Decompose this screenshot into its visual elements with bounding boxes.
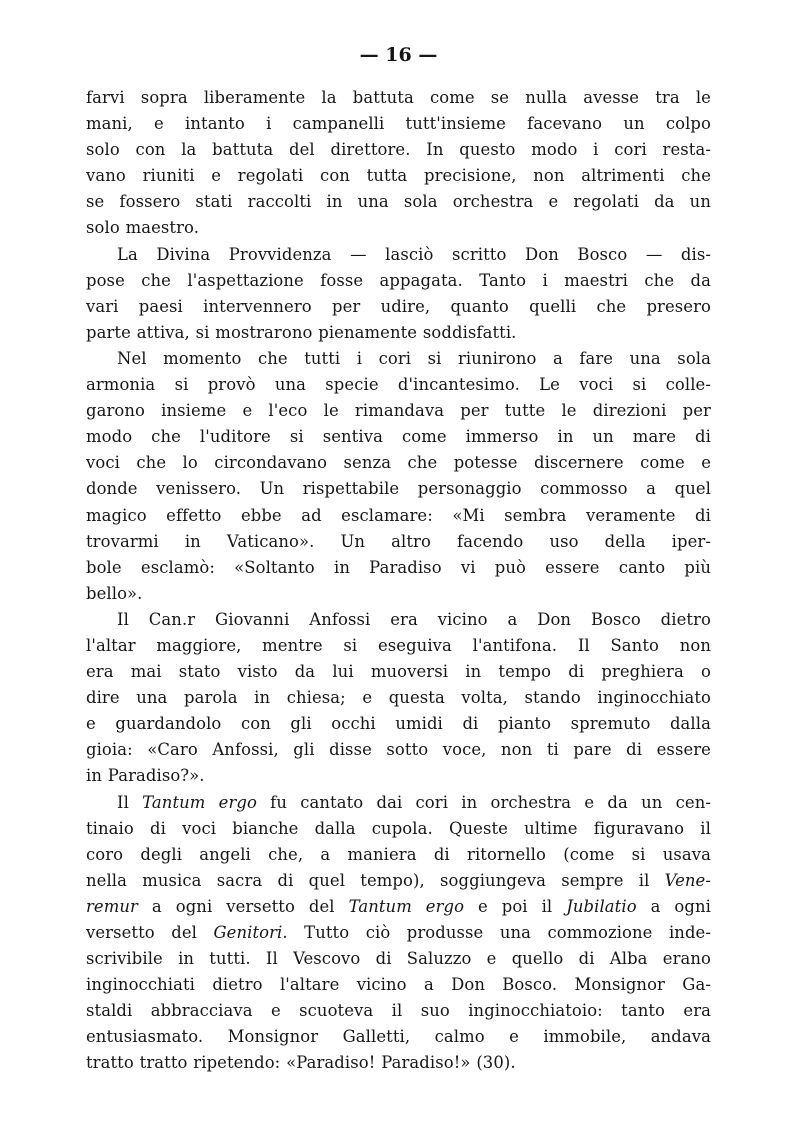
text-line: era mai stato visto da lui muoversi in tempo di preghiera o <box>86 662 711 682</box>
text-line: se fossero stati raccolti in una sola orchestra e regolati da un <box>86 192 711 212</box>
text-line: Il Can.r Giovanni Anfossi era vicino a Don Bosco dietro <box>117 609 711 629</box>
text-run: a ogni <box>636 896 711 916</box>
text-line: parte attiva, si mostrarono pienamente soddisfatti. <box>86 322 517 342</box>
text-line: trovarmi in Vaticano». Un altro facendo uso della iper- <box>86 531 711 551</box>
text-line: entusiasmato. Monsignor Galletti, calmo e immobile, andava <box>86 1027 711 1047</box>
text-line: tratto tratto ripetendo: «Paradiso! Paradiso!» (30). <box>86 1053 516 1073</box>
text-line: donde venissero. Un rispettabile personaggio commosso a quel <box>86 479 711 499</box>
text-line: armonia si provò una specie d'incantesimo. Le voci si colle- <box>86 375 711 395</box>
paragraph <box>86 790 711 1077</box>
text-line: modo che l'uditore si sentiva come immerso in un mare di <box>86 427 711 447</box>
italic-title: Jubilatio <box>566 896 637 916</box>
text-line: coro degli angeli che, a maniera di ritornello (come si usava <box>86 844 711 864</box>
text-line: vano riuniti e regolati con tutta precisione, non altrimenti che <box>86 166 711 186</box>
text-line: staldi abbracciava e scuoteva il suo inginocchiatoio: tanto era <box>86 1001 711 1021</box>
text-run: Il <box>117 792 143 812</box>
text-line: bello». <box>86 583 143 603</box>
paragraph <box>86 607 711 790</box>
text-line: tinaio di voci bianche dalla cupola. Queste ultime figuravano il <box>86 818 711 838</box>
italic-title: Vene- <box>664 870 711 890</box>
italic-title: remur <box>86 896 138 916</box>
paragraph <box>86 346 711 607</box>
paragraph <box>86 242 711 346</box>
text-line: dire una parola in chiesa; e questa volta, stando inginocchiato <box>86 688 711 708</box>
italic-title: Tantum ergo <box>142 792 257 812</box>
text-line: l'altar maggiore, mentre si eseguiva l'antifona. Il Santo non <box>86 635 711 655</box>
text-line: Nel momento che tutti i cori si riunirono a fare una sola <box>117 348 711 368</box>
italic-title: Tantum ergo <box>348 896 465 916</box>
text-line: garono insieme e l'eco le rimandava per tutte le direzioni per <box>86 401 711 421</box>
text-line: scrivibile in tutti. Il Vescovo di Saluzzo e quello di Alba erano <box>86 949 711 969</box>
italic-title: Genitori <box>213 923 283 942</box>
text-line <box>86 868 711 894</box>
text-line: farvi sopra liberamente la battuta come se nulla avesse tra le <box>86 88 711 107</box>
text-line: in Paradiso?». <box>86 766 205 786</box>
text-line: vari paesi intervennero per udire, quanto quelli che presero <box>86 296 711 316</box>
text-line <box>86 790 711 816</box>
text-run: . Tutto ciò produsse una commozione inde- <box>282 923 711 942</box>
text-run: fu cantato dai cori in orchestra e da un cen- <box>256 792 711 812</box>
text-line: voci che lo circondavano senza che potesse discernere come e <box>86 453 711 473</box>
text-run: versetto del <box>86 923 214 942</box>
text-line: mani, e intanto i campanelli tutt'insieme facevano un colpo <box>86 114 711 134</box>
text-line <box>86 920 711 946</box>
text-line <box>86 894 711 920</box>
text-line: e guardandolo con gli occhi umidi di pianto spremuto dalla <box>86 714 711 734</box>
text-line: gioia: «Caro Anfossi, gli disse sotto voce, non ti pare di essere <box>86 740 711 760</box>
page-number: — 16 — <box>359 44 438 66</box>
text-line: solo con la battuta del direttore. In questo modo i cori resta- <box>86 140 711 160</box>
body-text <box>86 85 711 1077</box>
text-run: nella musica sacra di quel tempo), soggiungeva sempre il <box>86 870 665 890</box>
text-line: solo maestro. <box>86 218 200 238</box>
text-line: inginocchiati dietro l'altare vicino a Don Bosco. Monsignor Ga- <box>86 975 711 995</box>
text-line: La Divina Provvidenza — lasciò scritto Don Bosco — dis- <box>117 244 711 264</box>
paragraph <box>86 85 711 242</box>
document-page <box>86 40 711 1077</box>
text-line: magico effetto ebbe ad esclamare: «Mi sembra veramente di <box>86 505 711 525</box>
text-run: e poi il <box>464 896 567 916</box>
text-line: pose che l'aspettazione fosse appagata. Tanto i maestri che da <box>86 270 711 290</box>
text-run: a ogni versetto del <box>137 896 349 916</box>
text-line: bole esclamò: «Soltanto in Paradiso vi può essere canto più <box>86 557 711 577</box>
